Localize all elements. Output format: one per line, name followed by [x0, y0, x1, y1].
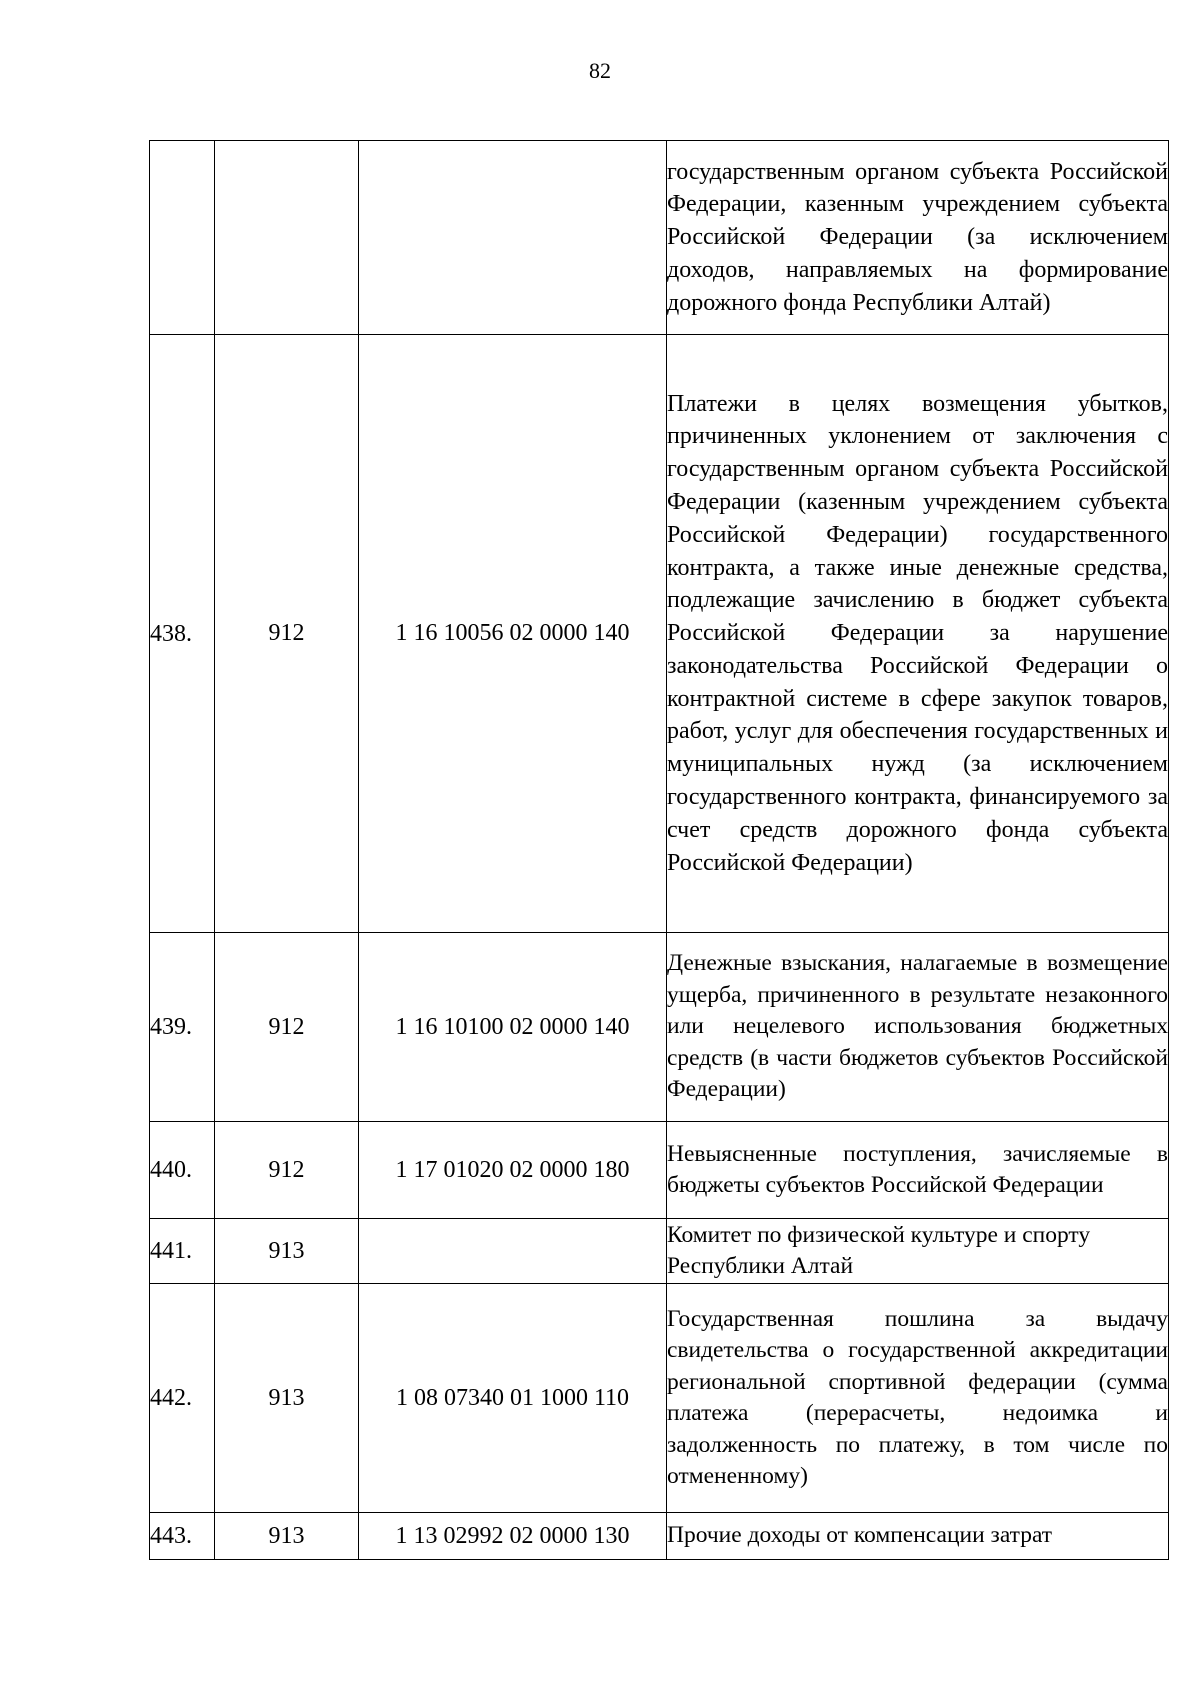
admin-code: 913	[215, 1284, 359, 1513]
admin-code: 912	[215, 933, 359, 1122]
row-number: 441.	[150, 1219, 215, 1284]
row-number	[150, 141, 215, 335]
table-row	[150, 1513, 1169, 1560]
admin-code: 912	[215, 335, 359, 933]
table-row	[150, 1122, 1169, 1219]
admin-code: 913	[215, 1219, 359, 1284]
revenue-code: 1 16 10100 02 0000 140	[359, 933, 667, 1122]
table-row	[150, 141, 1169, 335]
revenue-name: Денежные взыскания, налагаемые в возмещение ущерба, причиненного в результате незаконного или нецелевого использования бюджетных средств (в части бюджетов субъектов Российской Федерации)	[667, 933, 1169, 1122]
revenue-name: Невыясненные поступления, зачисляемые в бюджеты субъектов Российской Федерации	[667, 1122, 1169, 1219]
revenue-codes-table	[149, 140, 1169, 1560]
table-row	[150, 335, 1169, 933]
revenue-code	[359, 141, 667, 335]
revenue-code: 1 17 01020 02 0000 180	[359, 1122, 667, 1219]
row-number: 439.	[150, 933, 215, 1122]
table-row	[150, 1219, 1169, 1284]
row-number: 438.	[150, 335, 215, 933]
revenue-name: Государственная пошлина за выдачу свидетельства о государственной аккредитации региональной спортивной федерации (сумма платежа (перерасчеты, недоимка и задолженность по платежу, в том числе по отмененному)	[667, 1284, 1169, 1513]
revenue-code: 1 16 10056 02 0000 140	[359, 335, 667, 933]
revenue-code: 1 13 02992 02 0000 130	[359, 1513, 667, 1560]
revenue-code: 1 08 07340 01 1000 110	[359, 1284, 667, 1513]
table-row	[150, 1284, 1169, 1513]
revenue-name: Комитет по физической культуре и спорту Республики Алтай	[667, 1219, 1169, 1284]
admin-code: 913	[215, 1513, 359, 1560]
row-number: 440.	[150, 1122, 215, 1219]
revenue-code	[359, 1219, 667, 1284]
revenue-name: государственным органом субъекта Российской Федерации, казенным учреждением субъекта Российской Федерации (за исключением доходов, направляемых на формирование дорожного фонда Республики Алтай)	[667, 141, 1169, 335]
row-number: 442.	[150, 1284, 215, 1513]
admin-code: 912	[215, 1122, 359, 1219]
revenue-name: Платежи в целях возмещения убытков, причиненных уклонением от заключения с государственным органом субъекта Российской Федерации (казенным учреждением субъекта Российской Федерации) государственного контракта, а также иные денежные средства, подлежащие зачислению в бюджет субъекта Российской Федерации за нарушение законодательства Российской Федерации о контрактной системе в сфере закупок товаров, работ, услуг для обеспечения государственных и муниципальных нужд (за исключением государственного контракта, финансируемого за счет средств дорожного фонда субъекта Российской Федерации)	[667, 335, 1169, 933]
row-number: 443.	[150, 1513, 215, 1560]
table-row	[150, 933, 1169, 1122]
page-number: 82	[589, 58, 611, 83]
admin-code	[215, 141, 359, 335]
revenue-name: Прочие доходы от компенсации затрат	[667, 1513, 1169, 1560]
